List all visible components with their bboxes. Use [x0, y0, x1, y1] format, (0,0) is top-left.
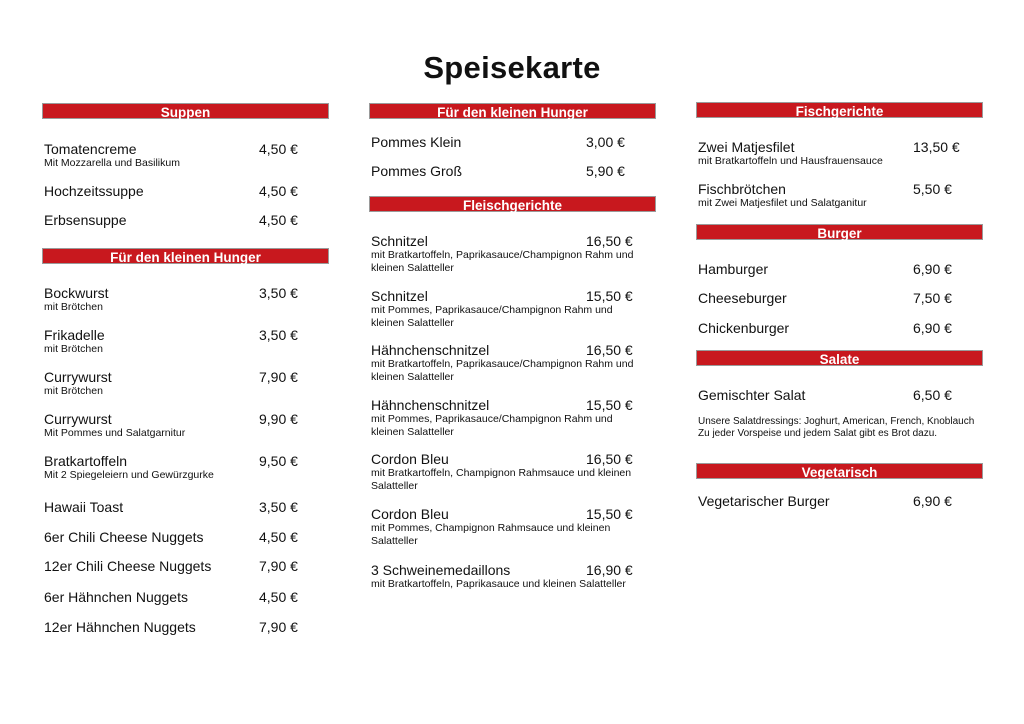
item-price: 4,50 € [259, 212, 298, 228]
item-price: 6,90 € [913, 493, 952, 509]
item-description: mit Bratkartoffeln und Hausfrauensauce [698, 155, 883, 167]
item-description: Mit Mozzarella und Basilikum [44, 157, 180, 169]
item-name: Hochzeitssuppe [44, 183, 144, 199]
item-name: Cheeseburger [698, 290, 787, 306]
item-price: 16,50 € [586, 233, 633, 249]
section-header-kleiner-hunger-2: Für den kleinen Hunger [369, 103, 656, 119]
item-description: mit Pommes, Paprikasauce/Champignon Rahm und kleinen Salatteller [371, 304, 613, 329]
item-description: Mit Pommes und Salatgarnitur [44, 427, 186, 439]
item-price: 15,50 € [586, 288, 633, 304]
item-price: 4,50 € [259, 589, 298, 605]
item-name: Cordon Bleu [371, 506, 449, 522]
item-price: 3,00 € [586, 134, 625, 150]
item-price: 3,50 € [259, 285, 298, 301]
item-price: 15,50 € [586, 397, 633, 413]
item-name: Hawaii Toast [44, 499, 124, 515]
item-price: 7,90 € [259, 558, 298, 574]
item-name: Currywurst [44, 411, 112, 427]
item-name: 12er Chili Cheese Nuggets [44, 558, 212, 574]
item-name: 6er Hähnchen Nuggets [44, 589, 188, 605]
item-price: 3,50 € [259, 499, 298, 515]
section-header-fischgerichte: Fischgerichte [696, 102, 983, 118]
item-price: 4,50 € [259, 141, 298, 157]
item-price: 4,50 € [259, 529, 298, 545]
item-description: mit Pommes, Champignon Rahmsauce und kleinen Salatteller [371, 522, 611, 547]
item-name: Hähnchenschnitzel [371, 342, 490, 358]
item-name: Zwei Matjesfilet [698, 139, 795, 155]
item-name: Schnitzel [371, 233, 428, 249]
item-name: Pommes Klein [371, 134, 462, 150]
item-price: 4,50 € [259, 183, 298, 199]
item-name: Schnitzel [371, 288, 428, 304]
salad-dressing-note: Unsere Salatdressings: Joghurt, American, French, Knoblauch Zu jeder Vorspeise und jedem Salat gibt es Brot dazu. [698, 416, 975, 439]
item-price: 13,50 € [913, 139, 960, 155]
item-name: 3 Schweinemedaillons [371, 562, 511, 578]
page-title: Speisekarte [423, 50, 601, 85]
item-name: Hamburger [698, 261, 769, 277]
item-name: Gemischter Salat [698, 387, 806, 403]
item-price: 6,90 € [913, 261, 952, 277]
item-name: Vegetarischer Burger [698, 493, 830, 509]
item-description: mit Brötchen [44, 343, 103, 355]
item-price: 5,50 € [913, 181, 952, 197]
section-header-suppen: Suppen [42, 103, 329, 119]
item-name: Pommes Groß [371, 163, 463, 179]
section-header-kleiner-hunger: Für den kleinen Hunger [42, 248, 329, 264]
item-price: 7,50 € [913, 290, 952, 306]
item-name: 12er Hähnchen Nuggets [44, 619, 196, 635]
item-name: Bratkartoffeln [44, 453, 128, 469]
item-name: Chickenburger [698, 320, 790, 336]
item-description: mit Bratkartoffeln, Champignon Rahmsauce und kleinen Salatteller [371, 467, 632, 492]
item-price: 9,50 € [259, 453, 298, 469]
section-header-vegetarisch: Vegetarisch [696, 463, 983, 479]
item-price: 16,90 € [586, 562, 633, 578]
item-description: Mit 2 Spiegeleiern und Gewürzgurke [44, 469, 214, 481]
item-name: Bockwurst [44, 285, 109, 301]
item-price: 15,50 € [586, 506, 633, 522]
item-description: mit Bratkartoffeln, Paprikasauce/Champignon Rahm und kleinen Salatteller [371, 358, 634, 383]
item-description: mit Bratkartoffeln, Paprikasauce/Champignon Rahm und kleinen Salatteller [371, 249, 634, 274]
item-price: 16,50 € [586, 342, 633, 358]
item-description: mit Brötchen [44, 301, 103, 313]
item-price: 16,50 € [586, 451, 633, 467]
item-price: 3,50 € [259, 327, 298, 343]
item-name: Currywurst [44, 369, 112, 385]
item-name: Erbsensuppe [44, 212, 127, 228]
item-price: 7,90 € [259, 619, 298, 635]
section-header-burger: Burger [696, 224, 983, 240]
item-name: Tomatencreme [44, 141, 137, 157]
section-header-salate: Salate [696, 350, 983, 366]
item-price: 5,90 € [586, 163, 625, 179]
item-description: mit Brötchen [44, 385, 103, 397]
item-description: mit Bratkartoffeln, Paprikasauce und kleinen Salatteller [371, 578, 626, 590]
item-name: Frikadelle [44, 327, 105, 343]
item-price: 6,50 € [913, 387, 952, 403]
item-description: mit Zwei Matjesfilet und Salatganitur [698, 197, 867, 209]
item-name: 6er Chili Cheese Nuggets [44, 529, 204, 545]
item-name: Cordon Bleu [371, 451, 449, 467]
item-price: 6,90 € [913, 320, 952, 336]
item-price: 7,90 € [259, 369, 298, 385]
item-price: 9,90 € [259, 411, 298, 427]
item-name: Fischbrötchen [698, 181, 786, 197]
section-header-fleischgerichte: Fleischgerichte [369, 196, 656, 212]
item-description: mit Pommes, Paprikasauce/Champignon Rahm und kleinen Salatteller [371, 413, 613, 438]
item-name: Hähnchenschnitzel [371, 397, 490, 413]
